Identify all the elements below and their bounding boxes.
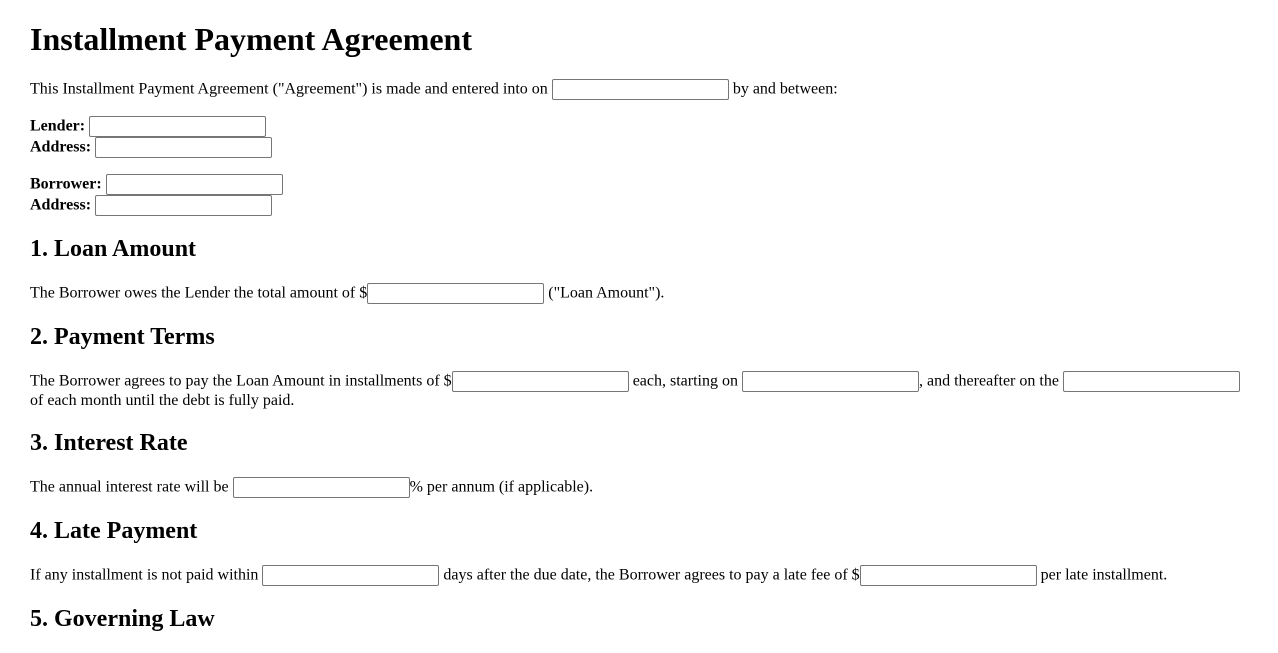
agreement-date-input[interactable]	[552, 79, 729, 100]
payment-terms-text-2: each, starting on	[628, 372, 742, 390]
start-date-input[interactable]	[742, 371, 919, 392]
late-payment-text-2: days after the due date, the Borrower agrees to pay a late fee of $	[439, 566, 860, 584]
late-payment-text-1: If any installment is not paid within	[30, 566, 263, 584]
intro-paragraph	[30, 79, 1248, 100]
lender-label: Lender:	[30, 117, 86, 135]
section-heading-governing-law: 5. Governing Law	[30, 606, 215, 632]
installment-amount-input[interactable]	[452, 371, 629, 392]
section-heading-payment-terms: 2. Payment Terms	[30, 324, 215, 350]
interest-rate-text-2: % per annum (if applicable).	[409, 478, 594, 496]
section-heading-loan-amount: 1. Loan Amount	[30, 236, 197, 262]
loan-amount-input[interactable]	[367, 283, 544, 304]
borrower-block	[30, 174, 1248, 216]
payment-terms-paragraph	[30, 371, 1248, 410]
late-payment-text-3: per late installment.	[1036, 566, 1168, 584]
loan-amount-text-1: The Borrower owes the Lender the total amount of $	[30, 284, 368, 302]
lender-name-input[interactable]	[89, 116, 266, 137]
loan-amount-text-2: ("Loan Amount").	[544, 284, 665, 302]
interest-rate-paragraph	[30, 477, 1248, 498]
payment-terms-text-3: , and thereafter on the	[918, 372, 1063, 390]
lender-address-input[interactable]	[95, 137, 272, 158]
loan-amount-paragraph	[30, 283, 1248, 304]
section-heading-interest-rate: 3. Interest Rate	[30, 430, 188, 456]
lender-address-label: Address:	[30, 138, 92, 156]
intro-text-before: This Installment Payment Agreement ("Agreement") is made and entered into on	[30, 80, 552, 98]
borrower-label: Borrower:	[30, 175, 102, 193]
lender-block	[30, 116, 1248, 158]
late-days-input[interactable]	[262, 565, 439, 586]
interest-rate-input[interactable]	[233, 477, 410, 498]
late-payment-paragraph	[30, 565, 1248, 586]
interest-rate-text-1: The annual interest rate will be	[30, 478, 233, 496]
payment-terms-text-4: of each month until the debt is fully paid.	[30, 392, 295, 409]
section-heading-late-payment: 4. Late Payment	[30, 518, 198, 544]
borrower-name-input[interactable]	[106, 174, 283, 195]
page-title: Installment Payment Agreement	[30, 21, 472, 57]
borrower-address-input[interactable]	[95, 195, 272, 216]
payment-day-input[interactable]	[1063, 371, 1240, 392]
borrower-address-label: Address:	[30, 196, 92, 214]
intro-text-after: by and between:	[728, 80, 838, 98]
late-fee-input[interactable]	[860, 565, 1037, 586]
agreement-document	[30, 21, 1248, 633]
payment-terms-text-1: The Borrower agrees to pay the Loan Amount in installments of $	[30, 372, 452, 390]
